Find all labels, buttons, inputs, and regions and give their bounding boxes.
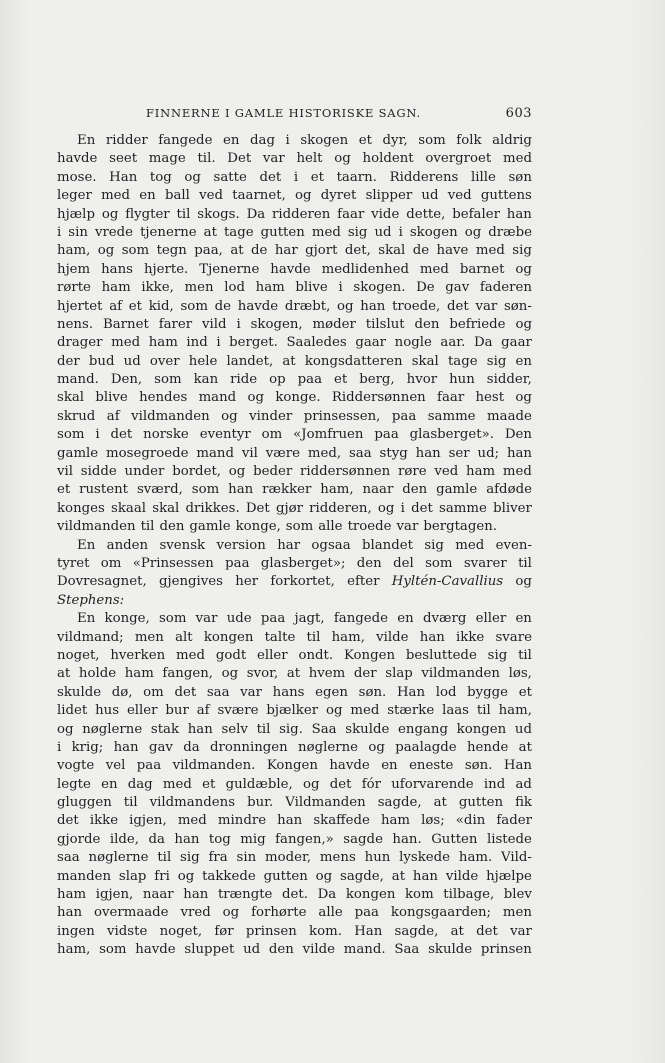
text-line: noget, hverken med godt eller ondt. Kongen besluttede sig til <box>57 647 532 663</box>
text-line: leger med en ball ved taarnet, og dyret slipper ud ved guttens <box>57 188 532 204</box>
text-line: det ikke igjen, med mindre han skaffede ham løs; «din fader <box>57 813 532 829</box>
page-number: 603 <box>505 106 532 121</box>
header-title: FINNERNE I GAMLE HISTORISKE SAGN. <box>146 106 421 120</box>
text-line: vildmanden til den gamle konge, som alle troede var bergtagen. <box>57 519 498 535</box>
text-line: Stephens: <box>57 592 125 608</box>
text-line: et rustent sværd, som han rækker ham, naar den gamle afdøde <box>57 482 532 498</box>
text-line: vildmand; men alt kongen talte til ham, vilde han ikke svare <box>57 629 532 645</box>
body-text <box>57 132 532 960</box>
text-line: legte en dag med et guldæble, og det fór uforvarende ind ad <box>57 776 532 792</box>
text-line: manden slap fri og takkede gutten og sagde, at han vilde hjælpe <box>57 868 532 884</box>
text-line: mand. Den, som kan ride op paa et berg, hvor hun sidder, <box>57 372 532 388</box>
text-line: skulde dø, om det saa var hans egen søn. Han lod bygge et <box>57 684 532 700</box>
text-line: vogte vel paa vildmanden. Kongen havde en eneste søn. Han <box>57 758 532 774</box>
text-line: i sin vrede tjenerne at tage gutten med sig ud i skogen og dræbe <box>57 224 532 240</box>
text-line: En anden svensk version har ogsaa blandet sig med even- <box>77 537 532 553</box>
text-line: hjertet af et kid, som de havde dræbt, og han troede, det var søn- <box>57 298 532 314</box>
text-line: konges skaal skal drikkes. Det gjør ridderen, og i det samme bliver <box>57 500 532 516</box>
text-line: hjem hans hjerte. Tjenerne havde medlidenhed med barnet og <box>57 261 532 277</box>
text-line: som i det norske eventyr om «Jomfruen paa glasberget». Den <box>57 427 532 443</box>
text-line: En ridder fangede en dag i skogen et dyr, som folk aldrig <box>77 133 532 148</box>
text-line: rørte ham ikke, men lod ham blive i skogen. De gav faderen <box>57 280 532 296</box>
text-line: at holde ham fangen, og svor, at hvem der slap vildmanden løs, <box>57 666 532 682</box>
text-line: i krig; han gav da dronningen nøglerne og paalagde hende at <box>57 739 532 755</box>
text-line: skrud af vildmanden og vinder prinsessen, paa samme maade <box>57 408 532 424</box>
text-line: gamle mosegroede mand vil være med, saa styg han ser ud; han <box>57 445 532 461</box>
text-line: skal blive hendes mand og konge. Riddersønnen faar hest og <box>57 390 532 406</box>
text-line: gluggen til vildmandens bur. Vildmanden sagde, at gutten fik <box>57 795 532 811</box>
text-line: Dovresagnet, gjengives her forkortet, efter Hyltén-Cavallius og <box>57 574 532 590</box>
text-line: han overmaade vred og forhørte alle paa kongsgaarden; men <box>57 905 532 921</box>
text-line: der bud ud over hele landet, at kongsdatteren skal tage sig en <box>57 353 532 369</box>
running-header <box>146 106 532 124</box>
text-line: nens. Barnet farer vild i skogen, møder tilslut den befriede og <box>57 316 532 332</box>
text-line: hjælp og flygter til skogs. Da ridderen faar vide dette, befaler han <box>57 206 532 222</box>
text-line: ingen vidste noget, før prinsen kom. Han sagde, at det var <box>57 923 532 939</box>
text-line: ham igjen, naar han trængte det. Da kongen kom tilbage, blev <box>57 887 532 903</box>
text-line: ham, og som tegn paa, at de har gjort det, skal de have med sig <box>57 243 532 259</box>
text-line: gjorde ilde, da han tog mig fangen,» sagde han. Gutten listede <box>57 831 532 847</box>
text-line: havde seet mage til. Det var helt og holdent overgroet med <box>57 151 532 167</box>
text-line: vil sidde under bordet, og beder riddersønnen røre ved ham med <box>57 464 532 480</box>
text-line: mose. Han tog og satte det i et taarn. Ridderens lille søn <box>57 169 532 185</box>
text-line: lidet hus eller bur af svære bjælker og med stærke laas til ham, <box>57 703 532 719</box>
text-line: En konge, som var ude paa jagt, fangede en dværg eller en <box>77 611 532 627</box>
text-line: ham, som havde sluppet ud den vilde mand. Saa skulde prinsen <box>57 942 532 958</box>
text-line: drager med ham ind i berget. Saaledes gaar nogle aar. Da gaar <box>57 335 532 351</box>
text-line: saa nøglerne til sig fra sin moder, mens hun lyskede ham. Vild- <box>57 850 532 866</box>
text-line: og nøglerne stak han selv til sig. Saa skulde engang kongen ud <box>57 721 532 737</box>
text-line: tyret om «Prinsessen paa glasberget»; den del som svarer til <box>57 555 532 571</box>
